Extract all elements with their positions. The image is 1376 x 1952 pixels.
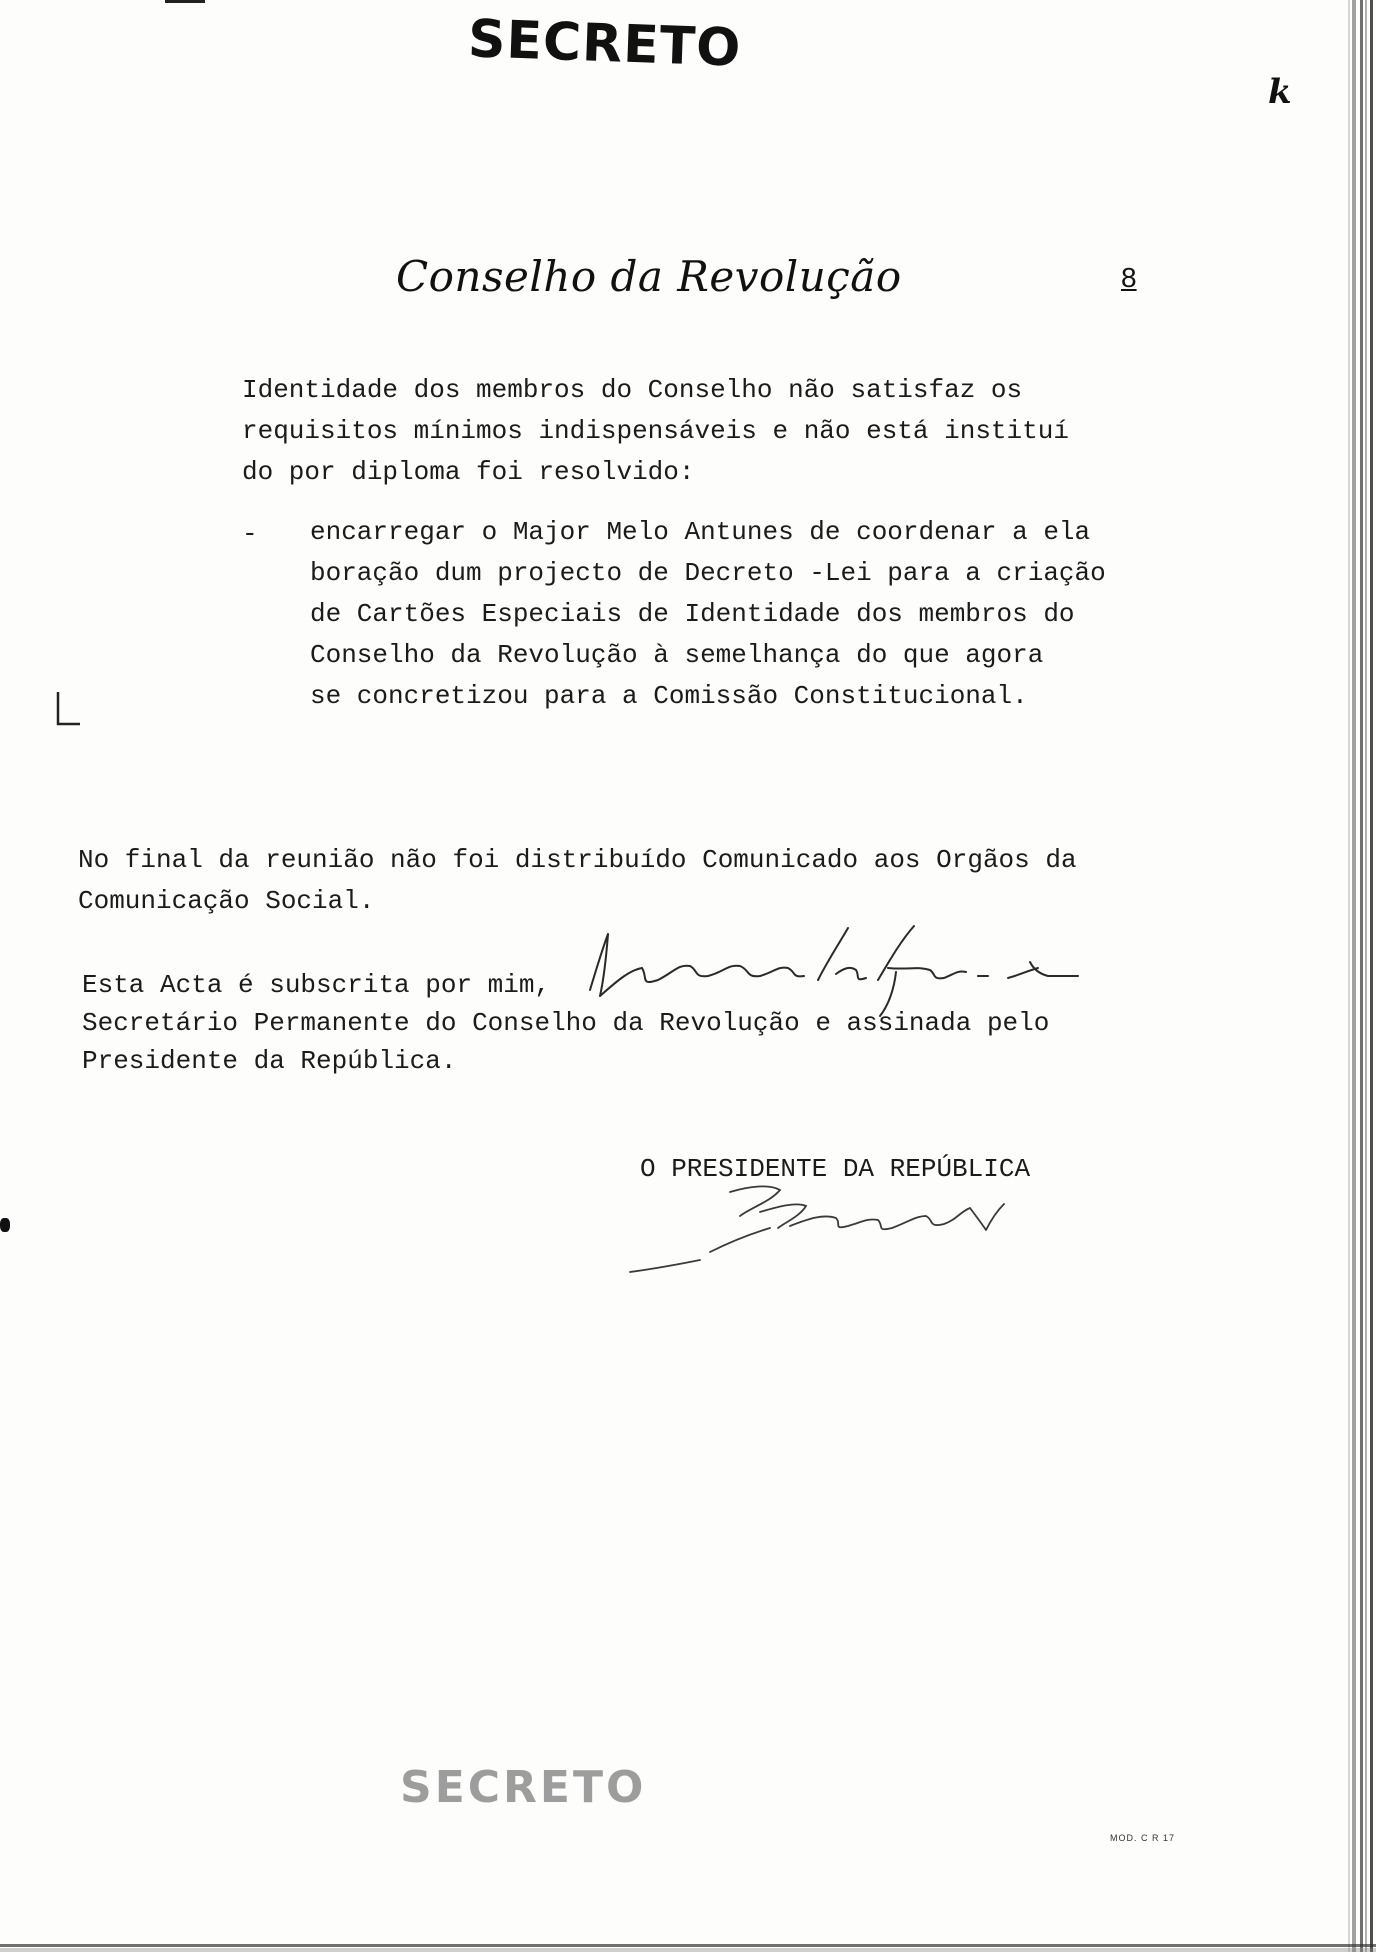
secretary-signature [578,920,1098,1020]
form-code: MOD. C R 17 [1110,1833,1176,1843]
scan-edge-right [1320,0,1376,1952]
paragraph-2-line-2: Comunicação Social. [78,886,375,916]
secret-stamp-bottom: SECRETO [400,1762,647,1813]
list-item-line-5: se concretizou para a Comissão Constitucional. [310,681,1028,711]
scan-edge-bottom [0,1936,1376,1952]
paragraph-1-line-3: do por diploma foi resolvido: [242,457,695,487]
secret-stamp-top: SECRETO [467,9,743,79]
paragraph-2-line-1: No final da reunião não foi distribuído Comunicado aos Orgãos da [78,845,1077,875]
paragraph-3-line-1: Esta Acta é subscrita por mim, [82,970,551,1000]
page-number: 8 [1121,262,1137,293]
list-item-line-4: Conselho da Revolução à semelhança do que agora [310,640,1044,670]
list-bullet-dash: - [242,519,258,549]
list-item-line-2: boração dum projecto de Decreto -Lei para a criação [310,558,1106,588]
president-signature [610,1172,1030,1302]
paragraph-1-line-1: Identidade dos membros do Conselho não satisfaz os [242,375,1023,405]
corner-bracket-mark [56,692,82,728]
paragraph-1-line-2: requisitos mínimos indispensáveis e não está instituí [242,416,1069,446]
scan-mark [165,0,205,3]
ink-blot [0,1218,10,1232]
paragraph-3-line-3: Presidente da República. [82,1046,457,1076]
side-mark: k [1268,72,1292,112]
president-title: O PRESIDENTE DA REPÚBLICA [640,1154,1031,1184]
list-item-line-1: encarregar o Major Melo Antunes de coordenar a ela [310,517,1091,547]
list-item-line-3: de Cartões Especiais de Identidade dos membros do [310,599,1075,629]
letterhead-title: Conselho da Revolução [396,252,902,301]
paragraph-3-line-2: Secretário Permanente do Conselho da Revolução e assinada pelo [82,1008,1050,1038]
